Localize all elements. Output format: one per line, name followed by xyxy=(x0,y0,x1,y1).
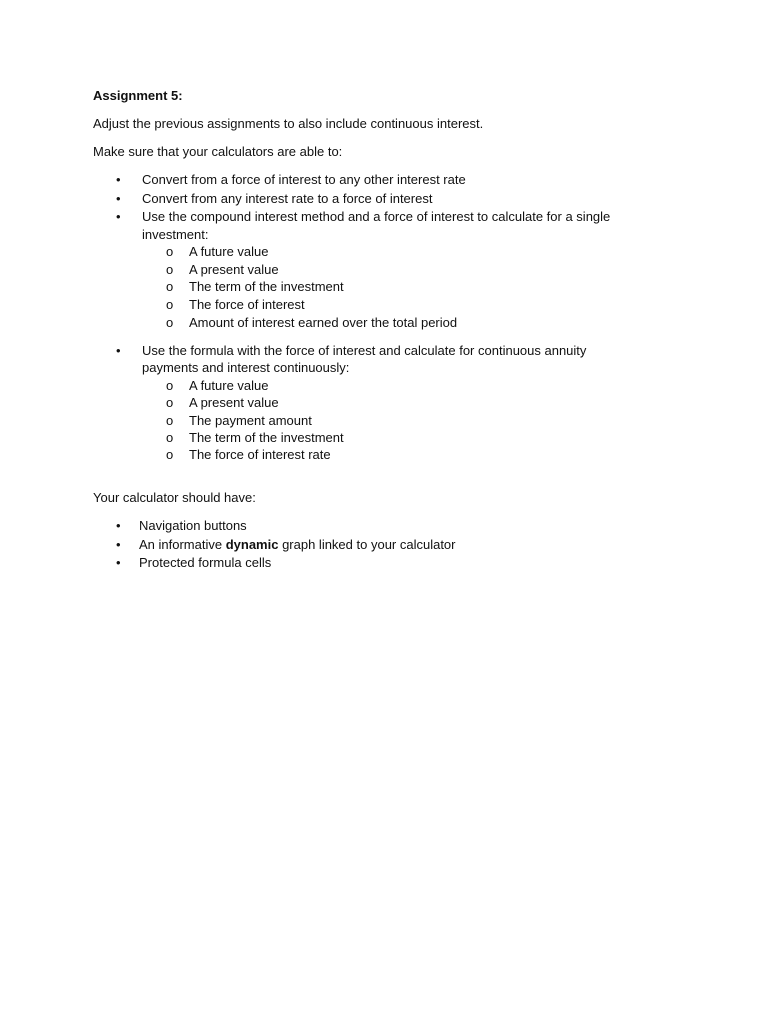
intro-text: Adjust the previous assignments to also include continuous interest. xyxy=(93,116,484,131)
text-fragment: graph linked to your calculator xyxy=(278,537,456,552)
circle-bullet-icon: o xyxy=(166,378,174,393)
bullet-icon: • xyxy=(116,555,121,570)
sub-list-item-text: A future value xyxy=(189,378,269,393)
circle-bullet-icon: o xyxy=(166,244,174,259)
list-item-text: Use the formula with the force of interest and calculate for continuous annuity xyxy=(142,343,587,358)
list-item-text: Use the compound interest method and a force of interest to calculate for a single xyxy=(142,209,611,224)
sub-list-item-text: A present value xyxy=(189,395,279,410)
list-item-text: Navigation buttons xyxy=(139,518,247,533)
assignment-title: Assignment 5: xyxy=(93,88,183,103)
bold-text: dynamic xyxy=(225,537,279,552)
list-item-text: Convert from a force of interest to any other interest rate xyxy=(142,172,466,187)
sub-list-item-text: A present value xyxy=(189,262,279,277)
sub-list-item-text: The payment amount xyxy=(189,413,312,428)
list-item-text: investment: xyxy=(142,227,209,242)
list-item-text: Convert from any interest rate to a force of interest xyxy=(142,191,433,206)
bullet-icon: • xyxy=(116,537,121,552)
circle-bullet-icon: o xyxy=(166,262,174,277)
circle-bullet-icon: o xyxy=(166,315,174,330)
sub-list-item-text: The force of interest xyxy=(189,297,305,312)
sub-list-item-text: A future value xyxy=(189,244,269,259)
circle-bullet-icon: o xyxy=(166,279,174,294)
list-item-text: payments and interest continuously: xyxy=(142,360,350,375)
should-have-text: Your calculator should have: xyxy=(93,490,256,505)
bullet-icon: • xyxy=(116,518,121,533)
circle-bullet-icon: o xyxy=(166,447,174,462)
make-sure-text: Make sure that your calculators are able to: xyxy=(93,144,343,159)
circle-bullet-icon: o xyxy=(166,413,174,428)
bullet-icon: • xyxy=(116,172,121,187)
sub-list-item-text: Amount of interest earned over the total period xyxy=(189,315,458,330)
sub-list-item-text: The term of the investment xyxy=(189,279,344,294)
circle-bullet-icon: o xyxy=(166,395,174,410)
circle-bullet-icon: o xyxy=(166,297,174,312)
list-item-text xyxy=(139,536,456,553)
sub-list-item-text: The term of the investment xyxy=(189,430,344,445)
sub-list-item-text: The force of interest rate xyxy=(189,447,331,462)
bullet-icon: • xyxy=(116,343,121,358)
circle-bullet-icon: o xyxy=(166,430,174,445)
bullet-icon: • xyxy=(116,209,121,224)
list-item-text: Protected formula cells xyxy=(139,555,272,570)
text-fragment: An informative xyxy=(139,537,226,552)
bullet-icon: • xyxy=(116,191,121,206)
